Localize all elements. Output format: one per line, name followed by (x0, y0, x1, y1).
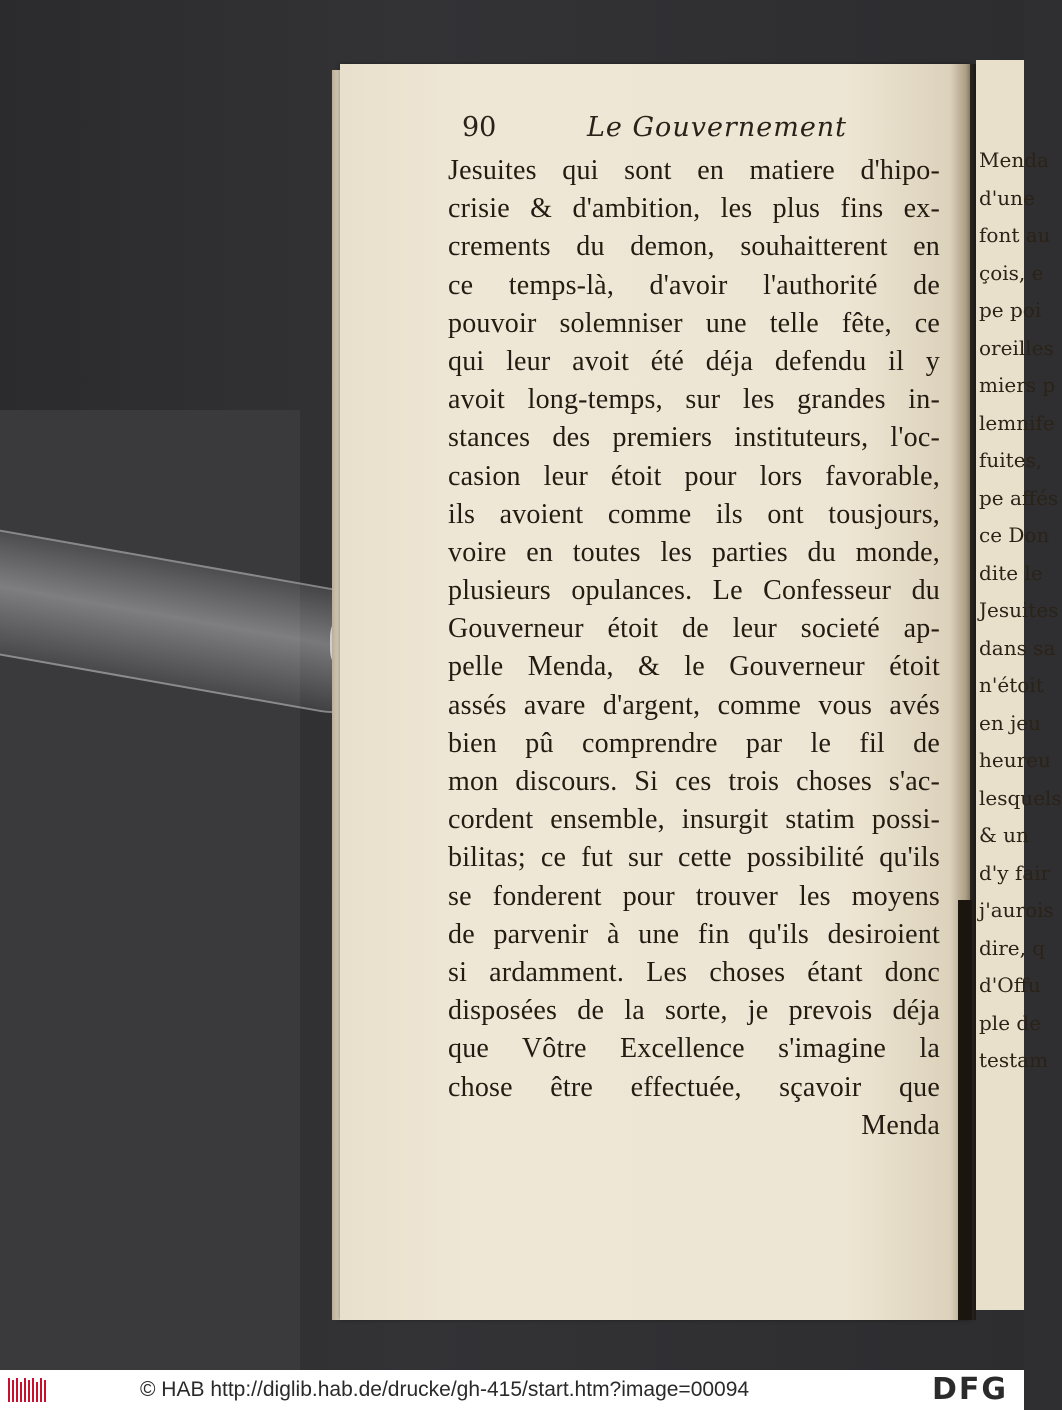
facing-page (976, 60, 1062, 1310)
text-line: pelle Menda, & le Gouverneur étoit (448, 651, 940, 683)
text-line: disposées de la sorte, je prevois déja (448, 995, 940, 1027)
copyright-link[interactable]: © HAB http://diglib.hab.de/drucke/gh-415/start.htm?image=00094 (140, 1378, 750, 1401)
text-line: stances des premiers instituteurs, l'oc- (448, 422, 940, 454)
facing-page-line: Menda (979, 148, 1049, 172)
text-line: bilitas; ce fut sur cette possibilité qu'ils (448, 842, 940, 874)
text-block (448, 152, 940, 1145)
running-title: Le Gouvernement (587, 112, 848, 143)
text-line: si ardamment. Les choses étant donc (448, 956, 940, 988)
text-line: casion leur étoit pour lors favorable, (448, 460, 940, 492)
text-line: pouvoir solemniser une telle fête, ce (448, 307, 940, 339)
facing-page-line: & un (979, 823, 1029, 847)
facing-page-line: çois, e (979, 260, 1044, 285)
facing-page-line: lesquels (979, 785, 1062, 810)
text-line: ce temps-là, d'avoir l'authorité de (448, 269, 940, 301)
text-line: que Vôtre Excellence s'imagine la (448, 1033, 940, 1065)
page-header (462, 112, 942, 152)
text-line: Jesuites qui sont en matiere d'hipo- (448, 155, 940, 186)
facing-page-line: dire, q (979, 935, 1046, 960)
text-line: Gouverneur étoit de leur societé ap- (448, 613, 940, 645)
facing-page-line: j'aurois (979, 898, 1054, 922)
footer-bar (0, 1370, 1024, 1410)
text-line: voire en toutes les parties du monde, (448, 536, 940, 568)
facing-page-line: pe affés (979, 485, 1059, 510)
facing-page-line: d'une (979, 185, 1035, 210)
page-number: 90 (462, 112, 497, 143)
facing-page-line: ce Don (979, 523, 1050, 547)
text-line: avoit long-temps, sur les grandes in- (448, 384, 940, 416)
text-line: mon discours. Si ces trois choses s'ac- (448, 766, 940, 797)
facing-page-line: n'étoit (979, 673, 1044, 697)
text-line: de parvenir à une fin qu'ils desiroient (448, 918, 940, 950)
text-line: bien pû comprendre par le fil de (448, 727, 940, 759)
text-line: qui leur avoit été déja defendu il y (448, 345, 940, 377)
facing-page-line: oreilles (979, 335, 1054, 360)
facing-page-line: fuites, (979, 448, 1043, 472)
facing-page-line: testam (979, 1048, 1049, 1072)
facing-page-line: Jesuites (979, 598, 1059, 622)
text-line: assés avare d'argent, comme vous avés (448, 689, 940, 721)
catchword: Menda (861, 1109, 940, 1141)
dfg-logo: DFG (932, 1372, 1009, 1407)
text-line: crements du demon, souhaitterent en (448, 231, 940, 263)
text-line: se fonderent pour trouver les moyens (448, 880, 940, 912)
facing-page-line: lemnife (979, 410, 1055, 435)
facing-page-line: d'Offu (979, 973, 1041, 997)
facing-page-line: font au (979, 223, 1051, 247)
text-line: plusieurs opulances. Le Confesseur du (448, 575, 940, 607)
facing-page-line: pe poi (979, 298, 1042, 322)
facing-page-line: heureu (979, 748, 1051, 772)
facing-page-line: ple de (979, 1010, 1042, 1035)
facing-page-line: d'y fair (979, 860, 1051, 885)
text-line: cordent ensemble, insurgit statim possi- (448, 804, 940, 836)
facing-page-line: miers p (979, 373, 1056, 397)
text-line: crisie & d'ambition, les plus fins ex- (448, 193, 940, 225)
facing-page-line: dans sa (979, 635, 1056, 660)
hab-barcode-logo-icon (8, 1378, 48, 1402)
text-line: ils avoient comme ils ont tousjours, (448, 498, 940, 530)
text-line: chose être effectuée, sçavoir que (448, 1071, 940, 1103)
binding-shadow (958, 900, 972, 1320)
facing-page-line: en jeu (979, 710, 1041, 735)
facing-page-line: dite le (979, 560, 1043, 585)
